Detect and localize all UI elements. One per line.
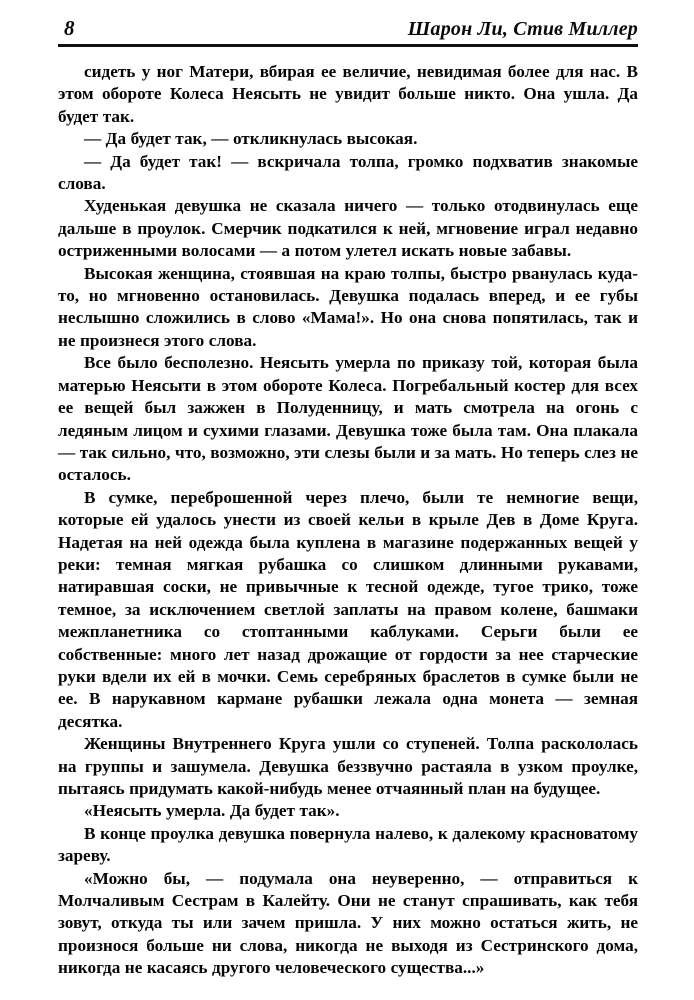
body-paragraph: В сумке, переброшенной через плечо, были те немногие вещи, которые ей удалось унести из своей кельи в крыле Дев в Доме Круга. Надетая на ней одежда была куплена в магазине подержанных вещей у реки: темная мягкая рубашка со слишком длинными рукавами, натиравшая соски, не привычные к тесной одежде, тугое трико, тоже темное, за исключением светлой заплаты на правом колене, башмаки межпланетника со стоптанными каблуками. Серьги были ее собственные: много лет назад дрожащие от гордости за нее старческие руки вдели их ей в мочки. Семь серебряных браслетов в сумке были не ее. В нарукавном кармане рубашки лежала одна монета — земная десятка. — [58, 487, 638, 731]
body-paragraph: В конце проулка девушка повернула налево, к далекому красноватому зареву. — [58, 823, 638, 866]
body-paragraph: — Да будет так, — откликнулась высокая. — [84, 129, 418, 149]
body-paragraph: Все было бесполезно. Неясыть умерла по приказу той, которая была матерью Неясыти в этом обороте Колеса. Погребальный костер для всех ее вещей был зажжен в Полуденницу, и мать смотрела на огонь с ледяным лицом и сухими глазами. Девушка тоже была там. Она плакала — так сильно, что, возможно, эти слезы были и за мать. Но теперь слез не осталось. — [58, 353, 638, 485]
body-paragraph: — Да будет так! — вскричала толпа, громко подхватив знакомые слова. — [58, 151, 638, 194]
page-content — [58, 16, 638, 980]
body-paragraph: Высокая женщина, стоявшая на краю толпы, быстро рванулась куда-то, но мгновенно остановилась. Девушка подалась вперед, и ее губы неслышно сложились в слово «Мама!». Но она снова попятилась, так и не произнеся этого слова. — [58, 263, 638, 350]
body-paragraph: «Неясыть умерла. Да будет так». — [84, 801, 340, 821]
running-head — [58, 16, 638, 42]
body-paragraph: Женщины Внутреннего Круга ушли со ступеней. Толпа раскололась на группы и зашумела. Девушка беззвучно растаяла в узком проулке, пытаясь придумать какой-нибудь менее отчаянный план на будущее. — [58, 734, 638, 798]
body-text — [58, 61, 638, 980]
page-number: 8 — [64, 16, 75, 40]
body-paragraph: «Можно бы, — подумала она неуверенно, — отправиться к Молчаливым Сестрам в Калейту. Они не станут спрашивать, как тебя зовут, откуда ты или зачем пришла. У них можно остаться жить, не произнося больше ни слова, никогда не выходя из Сестринского дома, никогда не касаясь другого человеческого существа...» — [58, 868, 638, 978]
running-head-authors: Шарон Ли, Стив Миллер — [407, 18, 638, 40]
body-paragraph: сидеть у ног Матери, вбирая ее величие, невидимая более для нас. В этом обороте Колеса Неясыть не увидит больше никто. Она ушла. Да будет так. — [58, 62, 638, 126]
header-rule — [58, 44, 638, 47]
body-paragraph: Худенькая девушка не сказала ничего — только отодвинулась еще дальше в проулок. Смерчик подкатился к ней, мгновение играл недавно остриженными волосами — а потом улетел искать новые забавы. — [58, 196, 638, 261]
